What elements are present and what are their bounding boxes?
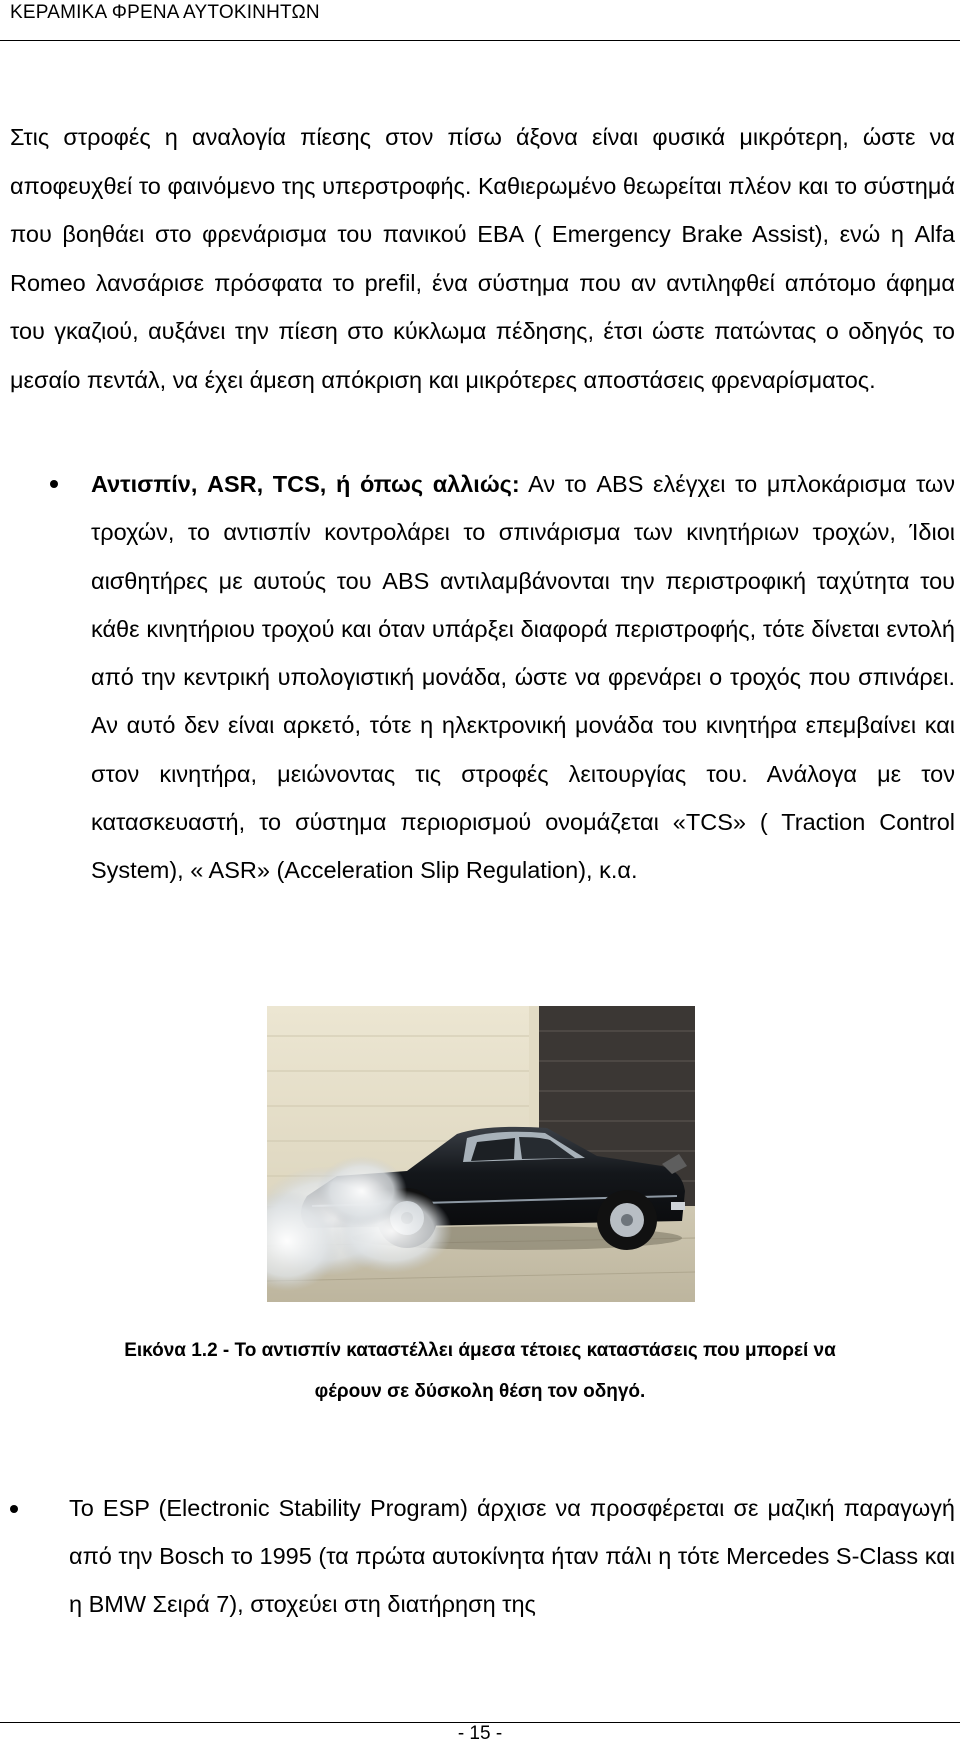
header-rule bbox=[0, 40, 960, 41]
figure-caption-line-2: φέρουν σε δύσκολη θέση τον οδηγό. bbox=[314, 1381, 646, 1402]
bullet-item-asr bbox=[10, 460, 955, 895]
figure-caption bbox=[30, 1330, 930, 1412]
intro-paragraph: Στις στροφές η αναλογία πίεσης στον πίσω άξονα είναι φυσικά μικρότερη, ώστε να αποφευχθεί το φαινόμενο της υπερστροφής. Καθιερωμένο θεωρείται πλέον και το σύστημά που βοηθάει στο φρενάρισμα του πανικού ΕΒΑ ( Emergency Brake Assist), ενώ η Alfa Romeo λανσάρισε πρόσφατα το prefil, ένα σύστημα που αν αντιληφθεί απότομο άφημα του γκαζιού, αυξάνει την πίεση στο κύκλωμα πέδησης, έτσι ώστε πατώντας ο οδηγός το μεσαίο πεντάλ, να έχει άμεση απόκριση και μικρότερες αποστάσεις φρεναρίσματος. bbox=[10, 124, 955, 393]
bullet-dot-icon bbox=[50, 480, 58, 488]
figure-caption-line-1: Εικόνα 1.2 - Το αντισπίν καταστέλλει άμεσα τέτοιες καταστάσεις που μπορεί να bbox=[124, 1340, 836, 1361]
bullet-dot-icon bbox=[10, 1505, 18, 1513]
page-number: - 15 - bbox=[457, 1723, 503, 1744]
bullet-paragraph-asr bbox=[91, 460, 955, 895]
car-burnout-photo bbox=[267, 1006, 695, 1302]
bullet-item-esp bbox=[10, 1484, 955, 1628]
bullet-body-asr: Αν το ABS ελέγχει το μπλοκάρισμα των τροχών, το αντισπίν κοντρολάρει το σπινάρισμα των κινητήριων τροχών, Ίδιοι αισθητήρες με αυτούς του ABS αντιλαμβάνονται την περιστροφική ταχύτητα του κάθε κινητήριου τροχού και όταν υπάρξει διαφορά περιστροφής, τότε δίνεται εντολή από την κεντρική υπολογιστική μονάδα, ώστε να φρενάρει ο τροχός που σπινάρει. Αν αυτό δεν είναι αρκετό, τότε η ηλεκτρονική μονάδα του κινητήρα επεμβαίνει και στον κινητήρα, μειώνοντας τις στροφές λειτουργίας του. Ανάλογα με τον κατασκευαστή, το σύστημα περιορισμού ονομάζεται «TCS» ( Traction Control System), « ASR» (Acceleration Slip Regulation), κ.α. bbox=[91, 471, 955, 884]
bullet-paragraph-esp: Το ESP (Electronic Stability Program) άρχισε να προσφέρεται σε μαζική παραγωγή από την Bosch το 1995 (τα πρώτα αυτοκίνητα ήταν πάλι η τότε Mercedes S-Class και η BMW Σειρά 7), στοχεύει στη διατήρηση της bbox=[69, 1495, 955, 1617]
bullet-lead-asr: Αντισπίν, ASR, TCS, ή όπως αλλιώς: bbox=[91, 471, 520, 497]
running-header: ΚΕΡΑΜΙΚΑ ΦΡΕΝΑ ΑΥΤΟΚΙΝΗΤΩΝ bbox=[10, 2, 320, 23]
